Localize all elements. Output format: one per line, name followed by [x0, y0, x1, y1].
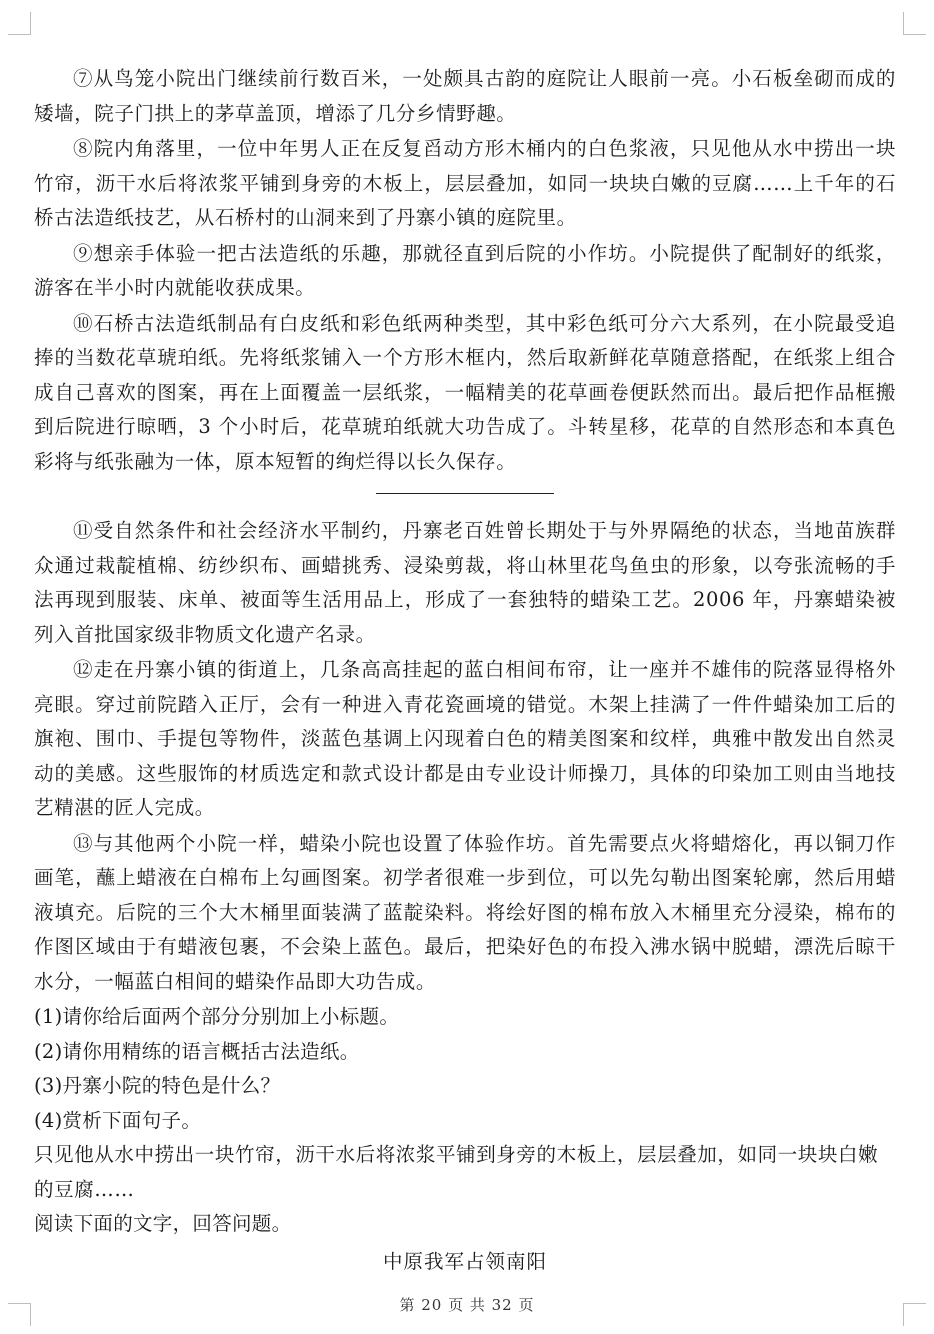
paragraph-7: ⑦从鸟笼小院出门继续前行数百米，一处颇具古韵的庭院让人眼前一亮。小石板垒砌而成的矮墙，院子门拱上的茅草盖顶，增添了几分乡情野趣。 — [34, 67, 896, 125]
crop-mark-top-left — [8, 12, 31, 35]
paragraph-12: ⑫走在丹寨小镇的街道上，几条高高挂起的蓝白相间布帘，让一座并不雄伟的院落显得格外亮眼。穿过前院踏入正厅，会有一种进入青花瓷画境的错觉。木架上挂满了一件件蜡染加工后的旗袍、围巾、手提包等物件，淡蓝色基调上闪现着白色的精美图案和纹样，典雅中散发出自然灵动的美感。这些服饰的材质选定和款式设计都是由专业设计师操刀，具体的印染加工则由当地技艺精湛的匠人完成。 — [34, 658, 896, 819]
reading-instruction: 阅读下面的文字，回答问题。 — [34, 1212, 292, 1235]
section-divider — [376, 493, 554, 494]
question-4: (4)赏析下面句子。 — [34, 1108, 202, 1132]
paragraph-8: ⑧院内角落里，一位中年男人正在反复舀动方形木桶内的白色浆液，只见他从水中捞出一块竹帘，沥干水后将浓浆平铺到身旁的木板上，层层叠加，如同一块块白嫩的豆腐……上千年的石桥古法造纸技艺，从石桥村的山洞来到了丹寨小镇的庭院里。 — [34, 137, 896, 229]
paragraph-13: ⑬与其他两个小院一样，蜡染小院也设置了体验作坊。首先需要点火将蜡熔化，再以铜刀作画笔，蘸上蜡液在白棉布上勾画图案。初学者很难一步到位，可以先勾勒出图案轮廓，然后用蜡液填充。后院的三个大木桶里面装满了蓝靛染料。将绘好图的棉布放入木桶里充分浸染，棉布的作图区域由于有蜡液包裹，不会染上蓝色。最后，把染好色的布投入沸水锅中脱蜡，漂洗后晾干水分，一幅蓝白相间的蜡染作品即大功告成。 — [34, 831, 896, 993]
question-3: (3)丹寨小院的特色是什么？ — [34, 1074, 281, 1097]
next-article-title: 中原我军占领南阳 — [382, 1249, 547, 1273]
question-2: (2)请你用精练的语言概括古法造纸。 — [34, 1039, 360, 1063]
question-1: (1)请你给后面两个部分分别加上小标题。 — [34, 1005, 400, 1028]
crop-mark-top-right — [903, 12, 926, 35]
page-number: 第 20 页 共 32 页 — [399, 1296, 535, 1314]
document-body — [34, 62, 896, 1279]
paragraph-9: ⑨想亲手体验一把古法造纸的乐趣，那就径直到后院的小作坊。小院提供了配制好的纸浆，游客在半小时内就能收获成果。 — [34, 241, 896, 299]
paragraph-11: ⑪受自然条件和社会经济水平制约，丹寨老百姓曾长期处于与外界隔绝的状态，当地苗族群众通过栽靛植棉、纺纱织布、画蜡挑秀、浸染剪裁，将山林里花鸟鱼虫的形象，以夸张流畅的手法再现到服装、床单、被面等生活用品上，形成了一套独特的蜡染工艺。2006 年，丹寨蜡染被列入首批国家级非物质文化遗产名录。 — [34, 519, 896, 646]
paragraph-10: ⑩石桥古法造纸制品有白皮纸和彩色纸两种类型，其中彩色纸可分六大系列，在小院最受追捧的当数花草琥珀纸。先将纸浆铺入一个方形木框内，然后取新鲜花草随意搭配，在纸浆上组合成自己喜欢的图案，再在上面覆盖一层纸浆，一幅精美的花草画卷便跃然而出。最后把作品框搬到后院进行晾晒，3 个小时后，花草琥珀纸就大功告成了。斗转星移，花草的自然形态和本真色彩将与纸张融为一体，原本短暂的绚烂得以长久保存。 — [34, 311, 896, 473]
quoted-sentence: 只见他从水中捞出一块竹帘，沥干水后将浓浆平铺到身旁的木板上，层层叠加，如同一块块白嫩的豆腐…… — [34, 1143, 879, 1201]
